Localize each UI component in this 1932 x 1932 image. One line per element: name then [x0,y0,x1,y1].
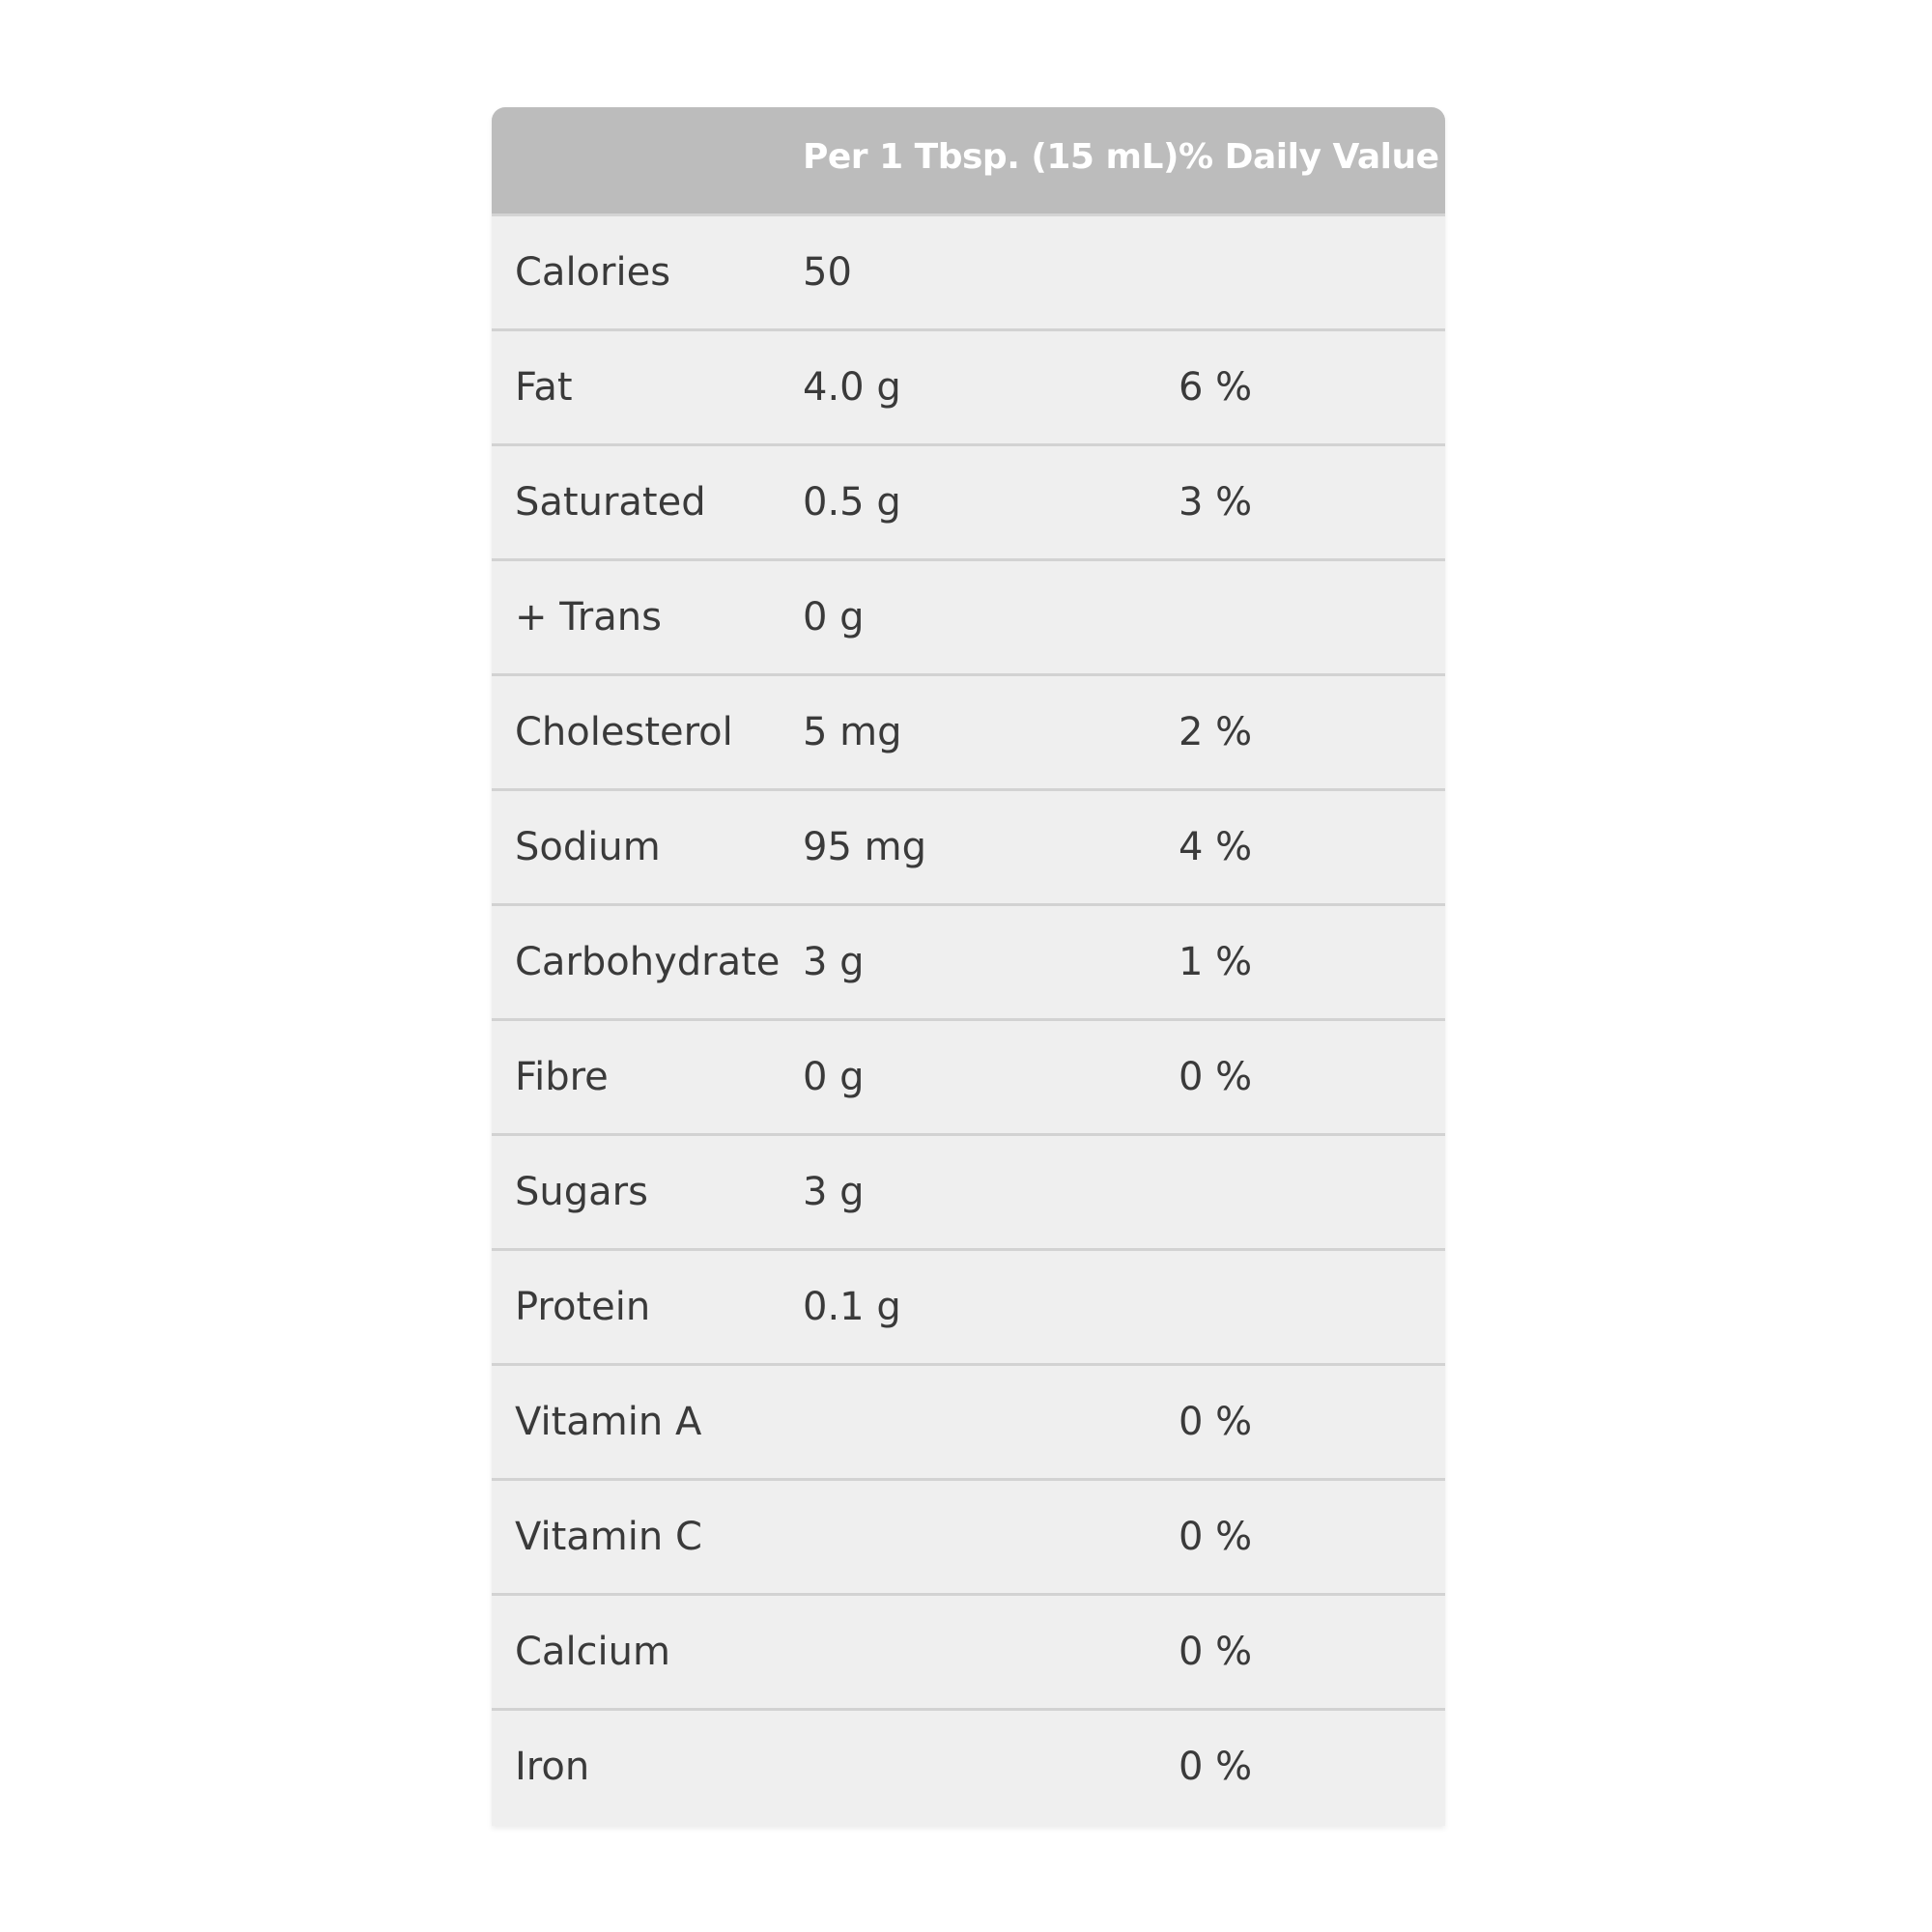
nutrient-name: Sodium [515,825,661,869]
nutrient-amount: 0.1 g [803,1285,901,1329]
nutrient-daily-value: 0 % [1179,1055,1253,1099]
nutrient-amount: 4.0 g [803,365,901,410]
nutrient-name: Iron [515,1745,590,1789]
nutrient-daily-value: 3 % [1179,480,1253,525]
nutrient-name: Calories [515,250,671,295]
nutrient-name: Saturated [515,480,706,525]
table-header [492,107,1445,216]
table-row [492,1021,1445,1136]
table-row [492,331,1445,446]
nutrient-daily-value: 0 % [1179,1400,1253,1444]
table-row [492,1481,1445,1596]
nutrient-amount: 0.5 g [803,480,901,525]
header-amount: Per 1 Tbsp. (15 mL) [803,137,1179,177]
nutrient-name: Protein [515,1285,651,1329]
nutrient-daily-value: 1 % [1179,940,1253,984]
nutrient-name: Sugars [515,1170,648,1214]
nutrient-name: Vitamin A [515,1400,702,1444]
table-body [492,216,1445,1826]
table-row [492,216,1445,331]
table-row [492,1136,1445,1251]
table-row [492,1366,1445,1481]
nutrient-name: Fibre [515,1055,609,1099]
table-row [492,791,1445,906]
table-row [492,446,1445,561]
nutrient-amount: 3 g [803,940,865,984]
nutrient-daily-value: 0 % [1179,1515,1253,1559]
nutrient-amount: 5 mg [803,710,902,754]
header-daily-value: % Daily Value [1179,137,1439,177]
nutrient-daily-value: 2 % [1179,710,1253,754]
nutrient-daily-value: 4 % [1179,825,1253,869]
nutrient-name: Vitamin C [515,1515,702,1559]
nutrient-daily-value: 0 % [1179,1745,1253,1789]
nutrient-amount: 50 [803,250,852,295]
nutrient-amount: 0 g [803,595,865,639]
nutrient-name: Carbohydrate [515,940,781,984]
table-row [492,676,1445,791]
nutrient-name: Cholesterol [515,710,733,754]
nutrient-name: Calcium [515,1630,670,1674]
nutrient-name: Fat [515,365,573,410]
table-row [492,1251,1445,1366]
nutrient-daily-value: 0 % [1179,1630,1253,1674]
nutrient-name: + Trans [515,595,662,639]
nutrient-amount: 0 g [803,1055,865,1099]
nutrient-amount: 3 g [803,1170,865,1214]
table-row [492,1596,1445,1711]
nutrient-amount: 95 mg [803,825,926,869]
table-row [492,561,1445,676]
table-row [492,1711,1445,1826]
nutrient-daily-value: 6 % [1179,365,1253,410]
table-row [492,906,1445,1021]
nutrition-facts-table [492,107,1445,1826]
